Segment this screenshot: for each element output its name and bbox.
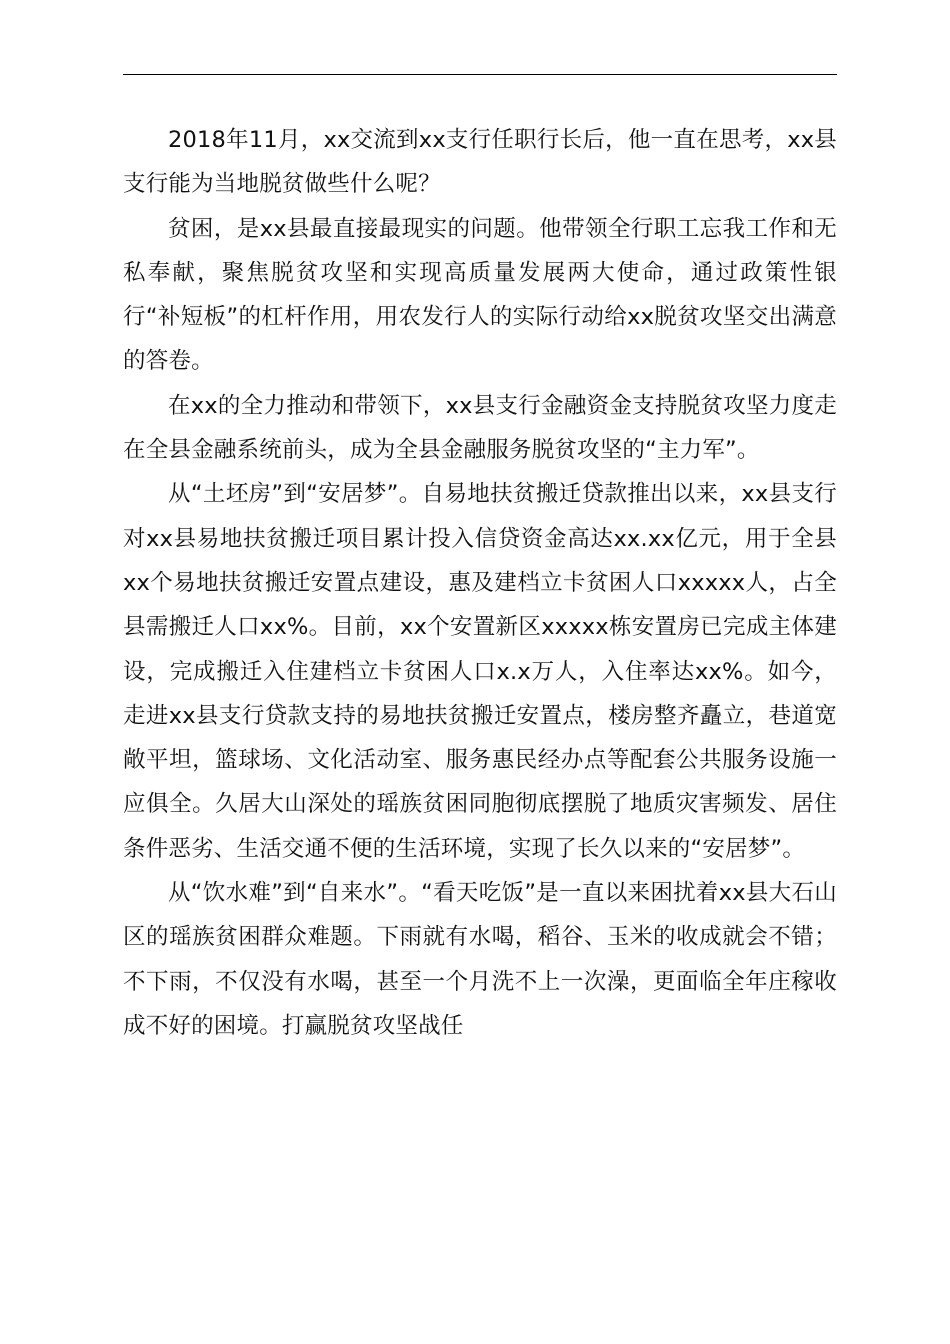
paragraph-1: 2018年11月，xx交流到xx支行任职行长后，他一直在思考，xx县支行能为当地脱贫做些什么呢？ bbox=[123, 127, 837, 198]
paragraph-4: 从“土坯房”到“安居梦”。自易地扶贫搬迁贷款推出以来，xx县支行对xx县易地扶贫搬迁项目累计投入信贷资金高达xx.xx亿元，用于全县xx个易地扶贫搬迁安置点建设，惠及建档立卡贫困人口xxxxx人，占全县需搬迁人口xx%。目前，xx个安置新区xxxxx栋安置房已完成主体建设，完成搬迁入住建档立卡贫困人口x.x万人，入住率达xx%。如今，走进xx县支行贷款支持的易地扶贫搬迁安置点，楼房整齐矗立，巷道宽敞平坦，篮球场、文化活动室、服务惠民经办点等配套公共服务设施一应俱全。久居大山深处的瑶族贫困同胞彻底摆脱了地质灾害频发、居住条件恶劣、生活交通不便的生活环境，实现了长久以来的“安居梦”。 bbox=[123, 481, 837, 862]
document-body bbox=[123, 118, 837, 1048]
paragraph-3: 在xx的全力推动和带领下，xx县支行金融资金支持脱贫攻坚力度走在全县金融系统前头，成为全县金融服务脱贫攻坚的“主力军”。 bbox=[123, 392, 837, 464]
paragraph-5: 从“饮水难”到“自来水”。“看天吃饭”是一直以来困扰着xx县大石山区的瑶族贫困群众难题。下雨就有水喝，稻谷、玉米的收成就会不错；不下雨，不仅没有水喝，甚至一个月洗不上一次澡，更面临全年庄稼收成不好的困境。打赢脱贫攻坚战任 bbox=[123, 880, 837, 1039]
header-rule bbox=[123, 74, 837, 75]
paragraph-2: 贫困，是xx县最直接最现实的问题。他带领全行职工忘我工作和无私奉献，聚焦脱贫攻坚和实现高质量发展两大使命，通过政策性银行“补短板”的杠杆作用，用农发行人的实际行动给xx脱贫攻坚交出满意的答卷。 bbox=[123, 215, 837, 375]
